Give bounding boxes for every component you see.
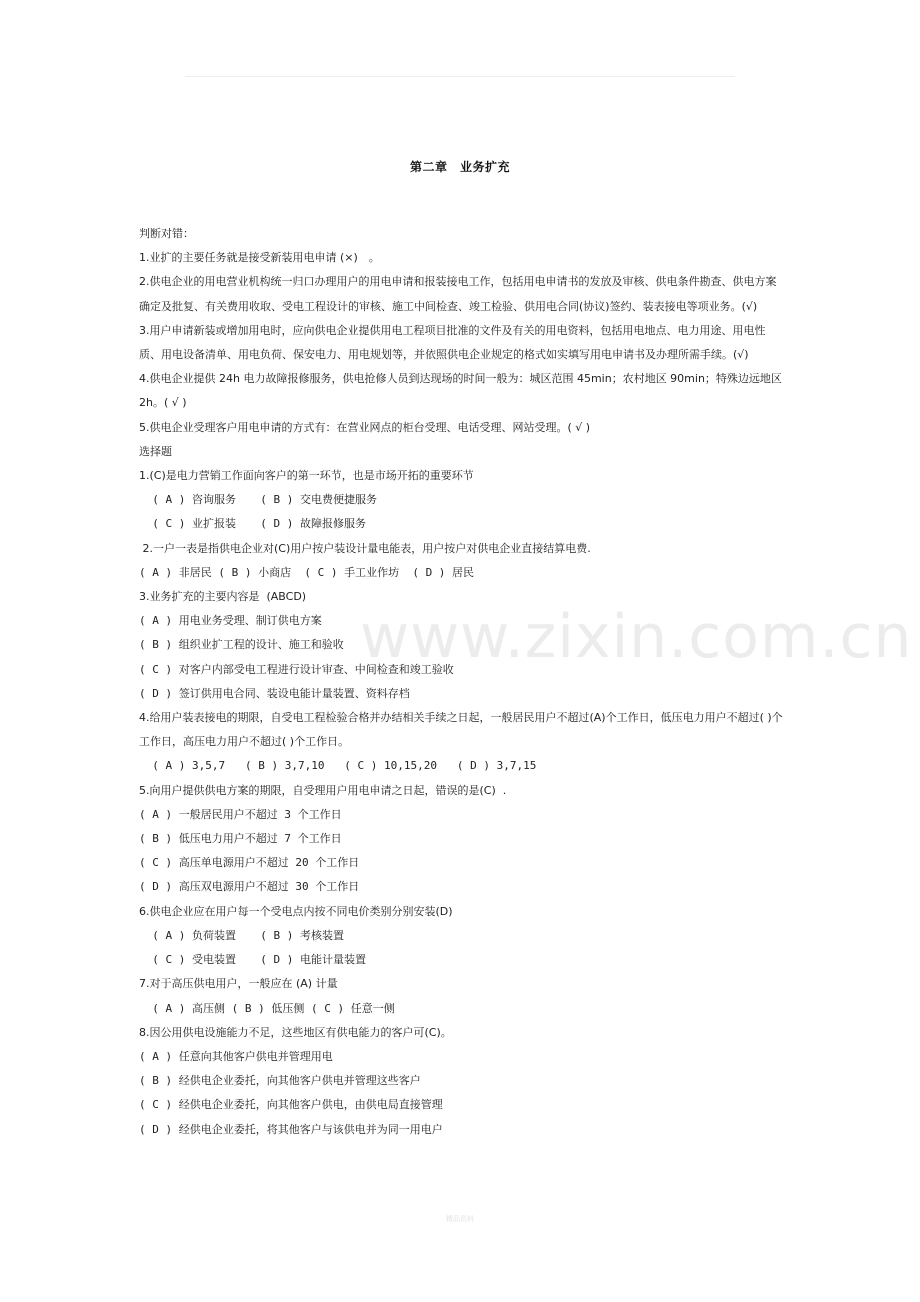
choice-options-1b: ( C ) 业扩报装 ( D ) 故障报修服务 [139, 517, 366, 531]
choice-question-7: 7.对于高压供电用户，一般应在 (A) 计量 [139, 977, 338, 991]
choice-options-1a: ( A ) 咨询服务 ( B ) 交电费便捷服务 [139, 493, 377, 507]
choice-option-3c: ( C ) 对客户内部受电工程进行设计审查、中间检查和竣工验收 [139, 662, 454, 676]
choice-option-3d: ( D ) 签订供用电合同、装设电能计量装置、资料存档 [139, 686, 410, 700]
choice-option-5c: ( C ) 高压单电源用户不超过 20 个工作日 [139, 856, 360, 870]
choice-question-2: 2.一户一表是指供电企业对(C)用户按户装设计量电能表，用户按户对供电企业直接结算电费. [139, 541, 591, 555]
true-false-item-2: 2.供电企业的用电营业机构统一归口办理用户的用电申请和报装接电工作，包括用电申请书的发放及审核、供电条件勘查、供电方案确定及批复、有关费用收取、受电工程设计的审核、施工中间检查、竣工检验、供用电合同(协议)签约、装表接电等项业务。(√) [139, 275, 777, 313]
section-heading-choice: 选择题 [139, 444, 172, 458]
choice-question-3: 3.业务扩充的主要内容是 (ABCD) [139, 590, 307, 604]
choice-question-8: 8.因公用供电设施能力不足，这些地区有供电能力的客户可(C)。 [139, 1025, 452, 1039]
choice-options-2: ( A ) 非居民 ( B ) 小商店 ( C ) 手工业作坊 ( D ) 居民 [139, 565, 475, 579]
choice-options-6b: ( C ) 受电装置 ( D ) 电能计量装置 [139, 953, 366, 967]
choice-option-8b: ( B ) 经供电企业委托，向其他客户供电并管理这些客户 [139, 1074, 421, 1088]
choice-option-5b: ( B ) 低压电力用户不超过 7 个工作日 [139, 832, 342, 846]
true-false-item-1: 1.业扩的主要任务就是接受新装用电申请 (×) 。 [139, 251, 380, 265]
section-heading-true-false: 判断对错： [139, 227, 194, 240]
true-false-item-5: 5.供电企业受理客户用电申请的方式有：在营业网点的柜台受理、电话受理、网站受理。( √ ) [139, 420, 591, 434]
header-rule [185, 76, 735, 77]
page-title: 第二章 业务扩充 [409, 160, 510, 174]
choice-option-8a: ( A ) 任意向其他客户供电并管理用电 [139, 1049, 333, 1063]
choice-option-8d: ( D ) 经供电企业委托，将其他客户与该供电并为同一用电户 [139, 1122, 443, 1136]
choice-option-8c: ( C ) 经供电企业委托，向其他客户供电，由供电局直接管理 [139, 1098, 443, 1112]
choice-question-1: 1.(C)是电力营销工作面向客户的第一环节，也是市场开拓的重要环节 [139, 469, 474, 483]
choice-options-4: ( A ) 3,5,7 ( B ) 3,7,10 ( C ) 10,15,20 ( D ) 3,7,15 [139, 759, 537, 773]
document-body [139, 222, 785, 1142]
choice-option-3b: ( B ) 组织业扩工程的设计、施工和验收 [139, 638, 344, 652]
true-false-item-4: 4.供电企业提供 24h 电力故障报修服务，供电抢修人员到达现场的时间一般为：城区范围 45min；农村地区 90min；特殊边远地区 2h。( √ ) [139, 372, 786, 410]
watermark-text: www.zixin.com.cn [360, 602, 913, 672]
choice-question-4: 4.给用户装表接电的期限，自受电工程检验合格并办结相关手续之日起，一般居民用户不超过(A)个工作日，低压电力用户不超过( )个工作日，高压电力用户不超过( )个工作日。 [139, 711, 783, 749]
choice-option-5d: ( D ) 高压双电源用户不超过 30 个工作日 [139, 880, 360, 894]
choice-options-6a: ( A ) 负荷装置 ( B ) 考核装置 [139, 928, 344, 942]
choice-question-5: 5.向用户提供供电方案的期限，自受理用户用电申请之日起，错误的是(C) . [139, 783, 507, 797]
true-false-item-3: 3.用户申请新装或增加用电时，应向供电企业提供用电工程项目批准的文件及有关的用电资料，包括用电地点、电力用途、用电性质、用电设备清单、用电负荷、保安电力、用电规划等，并依照供电企业规定的格式如实填写用电申请书及办理所需手续。(√) [139, 323, 766, 362]
page-footer: 精品资料 [446, 1215, 474, 1223]
choice-option-3a: ( A ) 用电业务受理、制订供电方案 [139, 614, 322, 628]
choice-option-5a: ( A ) 一般居民用户不超过 3 个工作日 [139, 807, 342, 821]
choice-question-6: 6.供电企业应在用户每一个受电点内按不同电价类别分别安装(D) [139, 904, 453, 918]
choice-options-7: ( A ) 高压侧 ( B ) 低压侧 ( C ) 任意一侧 [139, 1001, 395, 1015]
